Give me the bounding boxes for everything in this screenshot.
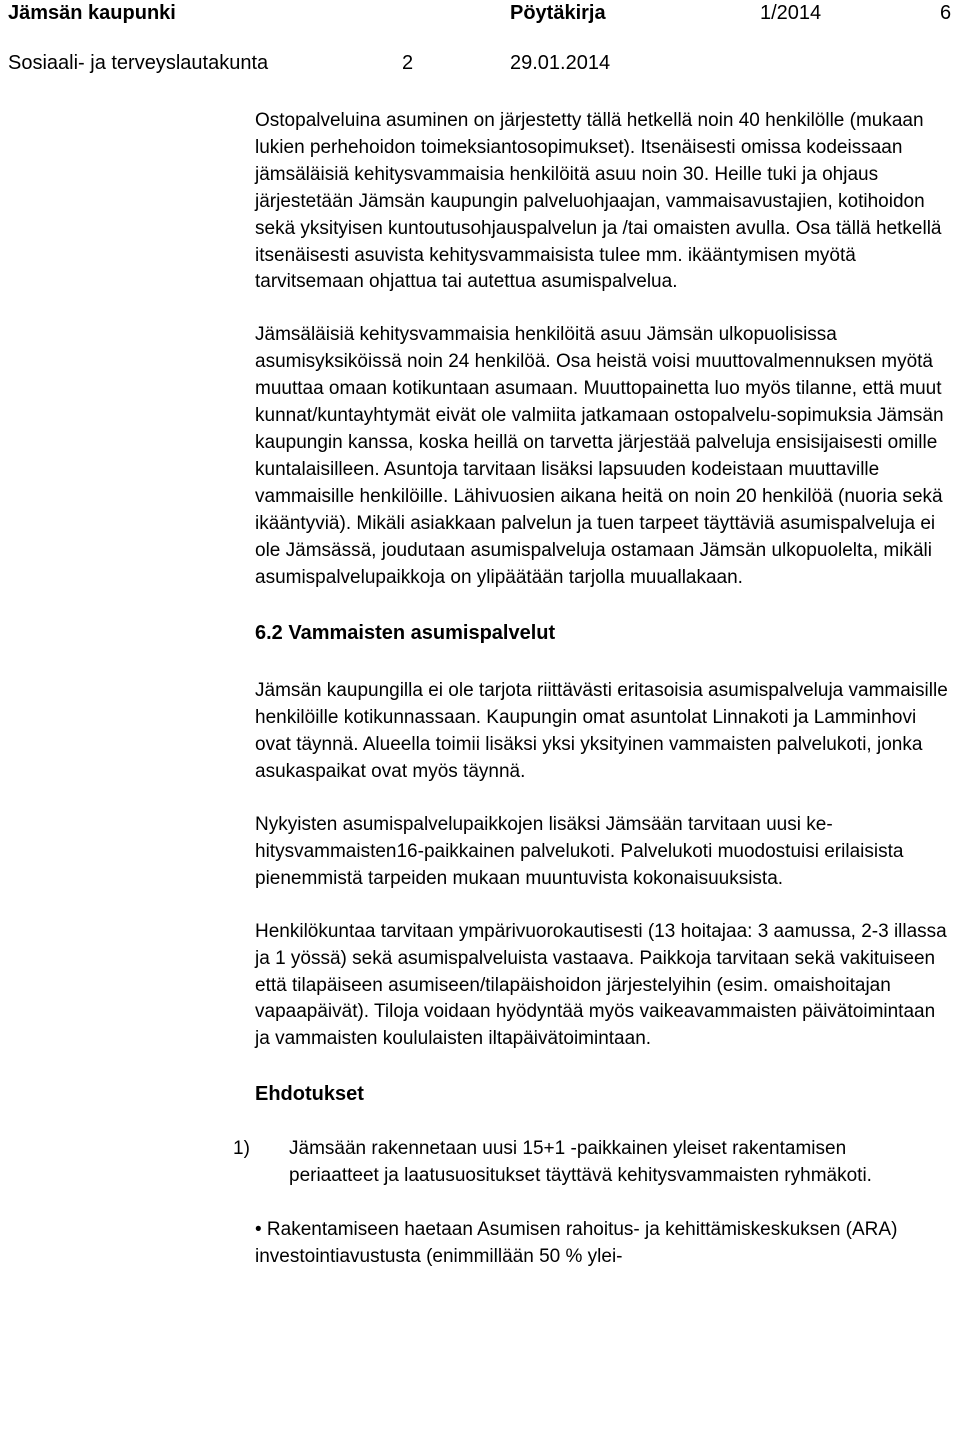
document-number: 1/2014 xyxy=(760,2,822,24)
paragraph-4: Nykyisten asumispalvelupaikkojen lisäksi Jämsään tarvitaan uusi kehitysvammaisten16-paikkainen palvelukoti. Palvelukoti muodostuisi erilaisista pienemmistä tarpeiden mukaan muuntuvista kokonaisuuksista. xyxy=(255,814,904,889)
proposal-bullet-1: • Rakentamiseen haetaan Asumisen rahoitus- ja kehittämiskeskuksen (ARA) investointiavustusta (enimmillään 50 % ylei- xyxy=(255,1219,898,1267)
paragraph-3: Jämsän kaupungilla ei ole tarjota riittävästi eritasoisia asumispalveluja vammaisille henkilöille kotikunnassaan. Kaupungin omat asuntolat Linnakoti ja Lamminhovi ovat täynnä. Alueella toimii lisäksi yksi yksityinen vammaisten palvelukoti, jonka asukaspaikat ovat myös täynnä. xyxy=(255,680,948,783)
page-number: 6 xyxy=(940,2,952,24)
paragraph-1: Ostopalveluina asuminen on järjestetty tällä hetkellä noin 40 henkilölle (mukaan lukien perhehoidon toimeksiantosopimukset). Itsenäisesti omissa kodeissaan jämsäläisiä kehitysvammaisia henkilöitä asuu noin 30. Heille tuki ja ohjaus järjestetään Jämsän kaupungin palveluohjaajan, vammaisavustajien, kotihoidon sekä yksityisen kuntoutusohjauspalvelun ja /tai omaisten avulla. Osa tällä hetkellä itsenäisesti asuvista kehitysvammaisista tulee mm. ikääntymisen myötä tarvitsemaan ohjattua tai autettua asumispalvelua. xyxy=(255,110,942,293)
city-name: Jämsän kaupunki xyxy=(8,2,176,24)
document-body xyxy=(233,108,955,1271)
document-type: Pöytäkirja xyxy=(510,2,606,24)
proposal-item-1 xyxy=(233,1136,933,1190)
section-number: 2 xyxy=(402,52,414,74)
section-heading: 6.2 Vammaisten asumispalvelut xyxy=(255,622,556,645)
meeting-date: 29.01.2014 xyxy=(510,52,611,74)
proposals-heading: Ehdotukset xyxy=(255,1083,364,1106)
proposal-item-number: 1) xyxy=(233,1138,250,1160)
proposal-item-text: Jämsään rakennetaan uusi 15+1 -paikkainen yleiset rakentamisen periaatteet ja laatusuositukset täyttävä kehitysvammaisten ryhmäkoti. xyxy=(289,1138,872,1187)
committee-name: Sosiaali- ja terveyslautakunta xyxy=(8,52,269,74)
paragraph-5: Henkilökuntaa tarvitaan ympärivuorokautisesti (13 hoitajaa: 3 aamussa, 2-3 illassa ja 1 yössä) sekä asumispalveluista vastaava. Paikkoja tarvitaan sekä vakituiseen että tilapäiseen asumiseen/tilapäishoidon järjestelyihin (esim. omaishoitajan vapaapäivät). Tiloja voidaan hyödyntää myös vaikeavammaisten päivätoimintaan ja vammaisten koululaisten iltapäivätoimintaan. xyxy=(255,920,947,1050)
paragraph-2: Jämsäläisiä kehitysvammaisia henkilöitä asuu Jämsän ulkopuolisissa asumisyksiköissä noin 24 henkilöä. Osa heistä voisi muuttovalmennuksen myötä muuttaa omaan kotikuntaan asumaan. Muuttopainetta luo myös tilanne, että muut kunnat/kuntayhtymät eivät ole valmiita jatkamaan ostopalvelu-sopimuksia Jämsän kaupungin kanssa, koska heillä on tarvetta järjestää palveluja ensisijaisesti omille kuntalaisilleen. Asuntoja tarvitaan lisäksi lapsuuden kodeistaan muuttaville vammaisille henkilöille. Lähivuosien aikana heitä on noin 20 henkilöä (nuoria sekä ikääntyviä). Mikäli asiakkaan palvelun ja tuen tarpeet täyttäviä asumispalveluja ei ole Jämsässä, joudutaan asumispalveluja ostamaan Jämsän ulkopuolelta, mikäli asumispalvelupaikkoja on ylipäätään tarjolla muuallakaan. xyxy=(255,324,944,588)
